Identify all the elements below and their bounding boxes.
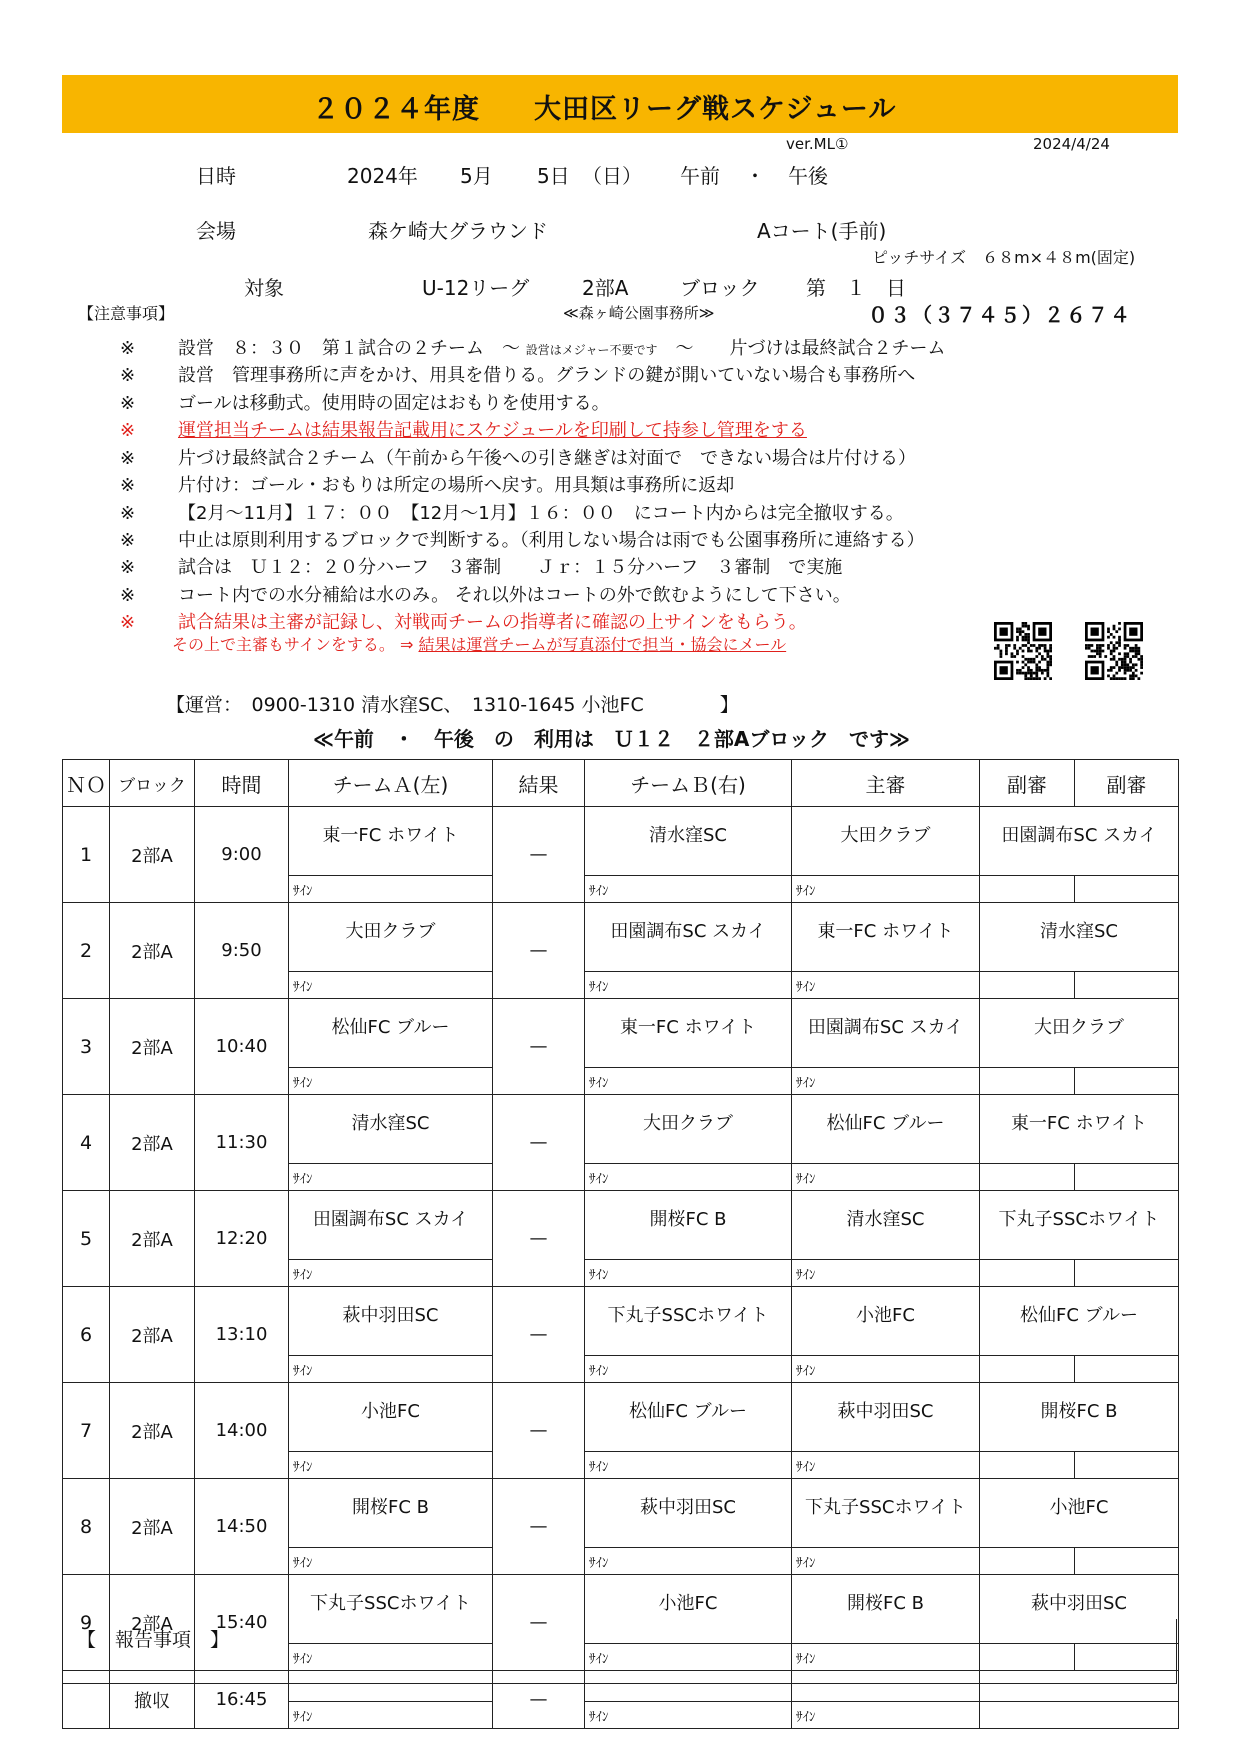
match-block: 2部A: [110, 807, 195, 903]
team-b-name: 開桜FC B: [585, 1191, 792, 1260]
assistant-2-sign: [1075, 876, 1179, 903]
referee-sign: ｻｲﾝ: [792, 1356, 980, 1383]
team-a-name: 清水窪SC: [289, 1095, 493, 1164]
assistant-2-sign: [1075, 1260, 1179, 1287]
note-text: コート内での水分補給は水のみ。 それ以外はコートの外で飲むようにして下さい。: [178, 585, 851, 606]
header-assistant-1: 副審: [980, 760, 1075, 807]
note-text: 片づけ最終試合２チーム（午前から午後への引き継ぎは対面で できない場合は片付ける）: [178, 448, 916, 469]
closing-time: 16:45: [195, 1671, 289, 1729]
assistant-1-sign: [980, 1548, 1075, 1575]
match-result: —: [493, 1095, 585, 1191]
header-result: 結果: [493, 760, 585, 807]
team-a-sign: ｻｲﾝ: [289, 972, 493, 999]
team-a-sign: ｻｲﾝ: [289, 876, 493, 903]
team-b-sign: ｻｲﾝ: [585, 1356, 792, 1383]
court-name: Aコート(手前): [757, 219, 887, 243]
referee-name: 松仙FC ブルー: [792, 1095, 980, 1164]
match-block: 2部A: [110, 1383, 195, 1479]
team-a-name: 東一FC ホワイト: [289, 807, 493, 876]
note-mark: ※: [120, 612, 136, 633]
referee-sign: ｻｲﾝ: [792, 1702, 980, 1729]
title-year: ２０２４年度: [312, 94, 480, 125]
day-label: 第 １ 日: [806, 276, 906, 300]
header-block: ブロック: [110, 760, 195, 807]
league-name: U-12リーグ: [422, 276, 530, 300]
team-b-name: 大田クラブ: [585, 1095, 792, 1164]
match-time: 14:00: [195, 1383, 289, 1479]
assistant-1-sign: [980, 876, 1075, 903]
date-weekday: （日）: [582, 164, 642, 188]
note-small-text: 設営はメジャー不要です: [525, 343, 658, 357]
assistant-1-sign: [980, 1164, 1075, 1191]
note-mark: ※: [120, 420, 136, 441]
note-mark: ※: [120, 448, 136, 469]
assistant-2-sign: [1075, 972, 1179, 999]
note-item: [120, 416, 807, 442]
note-text: 中止は原則利用するブロックで判断する。（利用しない場合は雨でも公園事務所に連絡する）: [178, 530, 925, 551]
date-day: 5日: [537, 164, 570, 188]
match-block: 2部A: [110, 1191, 195, 1287]
assistant-referee-name: 萩中羽田SC: [980, 1575, 1179, 1644]
team-b-name: 萩中羽田SC: [585, 1479, 792, 1548]
assistant-referee-name: 東一FC ホワイト: [980, 1095, 1179, 1164]
match-no: 3: [63, 999, 110, 1095]
match-no: 4: [63, 1095, 110, 1191]
note-item: [120, 361, 915, 387]
assistant-1-sign: [980, 1068, 1075, 1095]
header-team-b: チームＢ(右): [585, 760, 792, 807]
note-item: [120, 471, 734, 497]
referee-sign: ｻｲﾝ: [792, 1260, 980, 1287]
table-row: [63, 999, 1179, 1068]
usage-line: ≪午前 ・ 午後 の 利用は Ｕ１２ ２部Aブロック です≫: [313, 727, 910, 751]
match-no: 8: [63, 1479, 110, 1575]
assistant-2-sign: [1075, 1452, 1179, 1479]
team-a-sign: ｻｲﾝ: [289, 1068, 493, 1095]
team-a-name: 下丸子SSCホワイト: [289, 1575, 493, 1644]
pitch-size: ピッチサイズ ６８m×４８m(固定): [872, 248, 1136, 267]
match-result: —: [493, 1479, 585, 1575]
table-row: [63, 903, 1179, 972]
note-text: 片付け：ゴール・おもりは所定の場所へ戻す。用具類は事務所に返却: [178, 475, 735, 496]
match-no: 6: [63, 1287, 110, 1383]
table-row: [63, 807, 1179, 876]
header-time: 時間: [195, 760, 289, 807]
team-b-name: 東一FC ホワイト: [585, 999, 792, 1068]
title-bar: [62, 75, 1178, 133]
team-b-name: 田園調布SC スカイ: [585, 903, 792, 972]
match-no: 9: [63, 1575, 110, 1671]
venue-name: 森ケ崎大グラウンド: [368, 219, 548, 243]
match-no: 2: [63, 903, 110, 999]
note-mark: ※: [120, 585, 136, 606]
assistant-1-sign: [980, 972, 1075, 999]
assistant-1-sign: [980, 1260, 1075, 1287]
match-block: 2部A: [110, 1575, 195, 1671]
referee-sign: ｻｲﾝ: [792, 1452, 980, 1479]
match-time: 11:30: [195, 1095, 289, 1191]
note-mark: ※: [120, 393, 136, 414]
team-b-sign: ｻｲﾝ: [585, 876, 792, 903]
team-b-sign: ｻｲﾝ: [585, 1164, 792, 1191]
match-result: —: [493, 903, 585, 999]
team-a-name: 大田クラブ: [289, 903, 493, 972]
team-b-name: 下丸子SSCホワイト: [585, 1287, 792, 1356]
date-year: 2024年: [347, 164, 418, 188]
referee-name: 田園調布SC スカイ: [792, 999, 980, 1068]
qr-code-icon: [994, 622, 1052, 680]
note-item: [120, 389, 610, 415]
target-label: 対象: [244, 276, 284, 300]
team-b-name: 清水窪SC: [585, 807, 792, 876]
title-name: 大田区リーグ戦スケジュール: [534, 94, 897, 125]
team-a-name: 開桜FC B: [289, 1479, 493, 1548]
office-phone: ０３（３７４５）２６７４: [868, 303, 1132, 327]
assistant-sign: [980, 1702, 1179, 1729]
match-block: 2部A: [110, 999, 195, 1095]
note-text: 試合は Ｕ１２：２０分ハーフ ３審制 Ｊｒ：１５分ハーフ ３審制 で実施: [178, 557, 843, 578]
note-text: 設営 管理事務所に声をかけ、用具を借りる。グランドの鍵が開いていない場合も事務所へ: [178, 365, 916, 386]
assistant-referee-name: 大田クラブ: [980, 999, 1179, 1068]
assistant-referee-name: 清水窪SC: [980, 903, 1179, 972]
assistant-referee-name: 田園調布SC スカイ: [980, 807, 1179, 876]
match-time: 9:50: [195, 903, 289, 999]
match-result: —: [493, 1671, 585, 1729]
match-time: 15:40: [195, 1575, 289, 1671]
assistant-2-sign: [1075, 1356, 1179, 1383]
match-result: —: [493, 1383, 585, 1479]
team-a-sign: ｻｲﾝ: [289, 1644, 493, 1671]
referee-name: 大田クラブ: [792, 807, 980, 876]
assistant-referee-name: 開桜FC B: [980, 1383, 1179, 1452]
operation-line: 【運営： 0900-1310 清水窪SC、 1310-1645 小池FC 】: [166, 694, 739, 716]
closing-label: 撤収: [110, 1671, 195, 1729]
header-no: ＮＯ: [63, 760, 110, 807]
note-item: [120, 499, 904, 525]
dot-separator: ・: [745, 164, 765, 188]
team-a-sign: ｻｲﾝ: [289, 1164, 493, 1191]
assistant-2-sign: [1075, 1164, 1179, 1191]
table-row: [63, 1287, 1179, 1356]
team-b-sign: ｻｲﾝ: [585, 1702, 792, 1729]
referee-sign: ｻｲﾝ: [792, 1068, 980, 1095]
note-mark: ※: [120, 503, 136, 524]
referee-name: 小池FC: [792, 1287, 980, 1356]
note-mark: ※: [120, 530, 136, 551]
team-a-sign: ｻｲﾝ: [289, 1260, 493, 1287]
notes-header: 【注意事項】: [78, 304, 175, 323]
match-time: 10:40: [195, 999, 289, 1095]
match-result: —: [493, 1575, 585, 1671]
note-item: [120, 444, 916, 470]
match-time: 12:20: [195, 1191, 289, 1287]
note-mark: ※: [120, 557, 136, 578]
team-a-sign: ｻｲﾝ: [289, 1356, 493, 1383]
note-text: 【2月～11月】１７：００ 【12月～1月】１６：００ にコート内からは完全撤収する。: [178, 503, 904, 524]
match-block: 2部A: [110, 1095, 195, 1191]
match-block: 2部A: [110, 1287, 195, 1383]
header-team-a: チームＡ(左): [289, 760, 493, 807]
team-b-sign: ｻｲﾝ: [585, 1068, 792, 1095]
note-mark: ※: [120, 338, 136, 359]
am-label: 午前: [680, 164, 720, 188]
match-time: 9:00: [195, 807, 289, 903]
note-mark: ※: [120, 365, 136, 386]
assistant-referee-name: 松仙FC ブルー: [980, 1287, 1179, 1356]
qr-code-icon: [1085, 622, 1143, 680]
referee-sign: ｻｲﾝ: [792, 876, 980, 903]
match-no: 5: [63, 1191, 110, 1287]
match-result: —: [493, 807, 585, 903]
team-b-sign: ｻｲﾝ: [585, 972, 792, 999]
header-assistant-2: 副審: [1075, 760, 1179, 807]
division-name: 2部A: [582, 276, 629, 300]
team-a-name: 松仙FC ブルー: [289, 999, 493, 1068]
assistant-2-sign: [1075, 1548, 1179, 1575]
venue-label: 会場: [196, 219, 236, 243]
table-row: [63, 1479, 1179, 1548]
match-block: 2部A: [110, 1479, 195, 1575]
match-block: 2部A: [110, 903, 195, 999]
team-b-sign: ｻｲﾝ: [585, 1548, 792, 1575]
issued-date: 2024/4/24: [1033, 135, 1110, 153]
note-item: [120, 608, 807, 634]
referee-name: 開桜FC B: [792, 1575, 980, 1644]
team-b-sign: ｻｲﾝ: [585, 1260, 792, 1287]
note-signature-text: その上で主審もサインをする。 ⇒: [172, 635, 419, 654]
assistant-1-sign: [980, 1452, 1075, 1479]
note-item: [120, 334, 946, 360]
assistant-referee-name: 下丸子SSCホワイト: [980, 1191, 1179, 1260]
team-b-name: 小池FC: [585, 1575, 792, 1644]
match-time: 13:10: [195, 1287, 289, 1383]
assistant-1-sign: [980, 1356, 1075, 1383]
referee-name: 東一FC ホワイト: [792, 903, 980, 972]
note-signature: [172, 632, 786, 655]
schedule-table: [62, 759, 1179, 1729]
team-b-sign: ｻｲﾝ: [585, 1452, 792, 1479]
report-label: 【 報告事項 】: [77, 1629, 230, 1651]
note-item: [120, 553, 842, 579]
date-label: 日時: [196, 164, 236, 188]
block-label: ブロック: [680, 276, 760, 300]
match-result: —: [493, 999, 585, 1095]
header-referee: 主審: [792, 760, 980, 807]
office-label: ≪森ヶ崎公園事務所≫: [563, 304, 715, 322]
referee-name: 下丸子SSCホワイト: [792, 1479, 980, 1548]
referee-sign: ｻｲﾝ: [792, 1644, 980, 1671]
team-a-name: 田園調布SC スカイ: [289, 1191, 493, 1260]
table-row: [63, 1191, 1179, 1260]
note-text: 設営 ８：３０ 第１試合の２チーム ～: [178, 338, 526, 359]
pm-label: 午後: [788, 164, 828, 188]
table-header-row: [63, 760, 1179, 807]
table-row: [63, 1095, 1179, 1164]
team-b-sign: ｻｲﾝ: [585, 1644, 792, 1671]
team-a-sign: ｻｲﾝ: [289, 1548, 493, 1575]
note-item: [120, 526, 925, 552]
note-signature-underlined: 結果は運営チームが写真添付で担当・協会にメール: [418, 635, 787, 654]
note-text-continued: ～ 片づけは最終試合２チーム: [657, 338, 946, 359]
team-b-name: 松仙FC ブルー: [585, 1383, 792, 1452]
note-mark: ※: [120, 475, 136, 496]
referee-name: 萩中羽田SC: [792, 1383, 980, 1452]
team-a-sign: ｻｲﾝ: [289, 1452, 493, 1479]
match-result: —: [493, 1191, 585, 1287]
date-month: 5月: [460, 164, 493, 188]
table-row: [63, 1383, 1179, 1452]
team-a-name: 萩中羽田SC: [289, 1287, 493, 1356]
note-item: [120, 581, 851, 607]
referee-sign: ｻｲﾝ: [792, 1548, 980, 1575]
note-text: ゴールは移動式。使用時の固定はおもりを使用する。: [178, 393, 610, 414]
referee-sign: ｻｲﾝ: [792, 972, 980, 999]
assistant-2-sign: [1075, 1068, 1179, 1095]
match-result: —: [493, 1287, 585, 1383]
referee-name: 清水窪SC: [792, 1191, 980, 1260]
note-text: 試合結果は主審が記録し、対戦両チームの指導者に確認の上サインをもらう。: [178, 612, 807, 633]
referee-sign: ｻｲﾝ: [792, 1164, 980, 1191]
assistant-referee-name: 小池FC: [980, 1479, 1179, 1548]
report-box: [62, 1619, 1177, 1684]
match-no: 7: [63, 1383, 110, 1479]
note-text: 運営担当チームは結果報告記載用にスケジュールを印刷して持参し管理をする: [178, 420, 807, 441]
match-time: 14:50: [195, 1479, 289, 1575]
team-a-name: 小池FC: [289, 1383, 493, 1452]
team-a-sign: ｻｲﾝ: [289, 1702, 493, 1729]
match-no: 1: [63, 807, 110, 903]
version-label: ver.ML①: [786, 135, 849, 153]
